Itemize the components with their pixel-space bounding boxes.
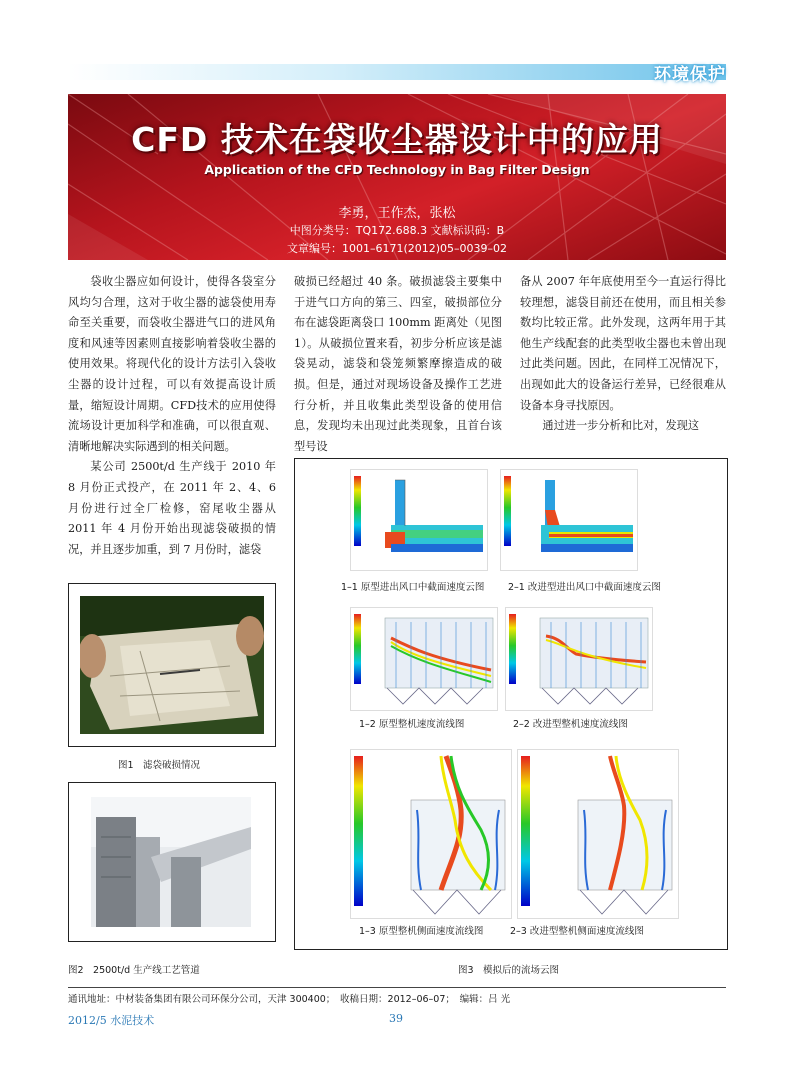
cfd-panel-2-1 <box>500 469 638 571</box>
figure-3-frame <box>294 458 728 950</box>
header-bar <box>68 64 726 80</box>
cfd-velocity-contour-2-1 <box>501 470 637 570</box>
figure-3-caption: 图3 模拟后的流场云图 <box>458 965 560 976</box>
section-tag: 环境保护 <box>654 65 726 85</box>
body-column-3 <box>520 272 726 437</box>
figure-3-subcaption-2-1: 2–1 改进型进出风口中截面速度云图 <box>508 582 661 593</box>
body-column-1 <box>68 272 276 560</box>
authors: 李勇，王作杰，张松 <box>338 206 456 221</box>
figure-1-frame <box>68 583 276 747</box>
figure-3-subcaption-1-1: 1–1 原型进出风口中截面速度云图 <box>341 582 485 593</box>
journal-name: 2012/5 水泥技术 <box>68 1014 155 1027</box>
cfd-streamline-2-2 <box>506 608 652 710</box>
footer-divider <box>68 987 726 988</box>
figure-3-subcaption-1-2: 1–2 原型整机速度流线图 <box>359 719 465 730</box>
article-number: 文章编号：1001–6171(2012)05–0039–02 <box>286 242 508 255</box>
body-column-2 <box>294 272 502 457</box>
title-banner <box>68 94 726 260</box>
cfd-side-streamline-2-3 <box>518 750 678 918</box>
figure-2-caption: 图2 2500t/d 生产线工艺管道 <box>68 965 200 976</box>
figure-3-subcaption-2-2: 2–2 改进型整机速度流线图 <box>513 719 628 730</box>
paragraph: 通过进一步分析和比对，发现这 <box>542 419 700 433</box>
article-title-cn: CFD 技术在袋收尘器设计中的应用 <box>131 120 663 159</box>
figure-2-frame <box>68 782 276 942</box>
figure-3-subcaption-1-3: 1–3 原型整机侧面速度流线图 <box>359 926 484 937</box>
cfd-streamline-1-2 <box>351 608 497 710</box>
figure-2-photo <box>91 797 251 927</box>
cfd-velocity-contour-1-1 <box>351 470 487 570</box>
figure-3-subcaption-2-3: 2–3 改进型整机侧面速度流线图 <box>510 926 644 937</box>
cfd-panel-1-3 <box>350 749 512 919</box>
classification-number: 中图分类号：TQ172.688.3 文献标识码：B <box>289 224 505 237</box>
paragraph: 备从 2007 年年底使用至今一直运行得比较理想，滤袋目前还在使用，而且相关参数均比较正常。此外发现，这两年用于其他生产线配套的此类型收尘器也未曾出现过此类问题。因此，在同样工况情况下，出现如此大的设备运行差异，已经很难从设备本身寻找原因。 <box>520 275 726 412</box>
figure-1-caption: 图1 滤袋破损情况 <box>118 760 201 771</box>
figure-1-photo <box>80 596 264 734</box>
paragraph: 某公司 2500t/d 生产线于 2010 年 8 月份正式投产，在 2011 年 2、4、6 月份进行过全厂检修，窑尾收尘器从 2011 年 4 月份开始出现滤袋破损的情况，并且逐步加重，到 7 月份时，滤袋 <box>68 460 276 556</box>
cfd-side-streamline-1-3 <box>351 750 511 918</box>
cfd-panel-1-2 <box>350 607 498 711</box>
paragraph: 袋收尘器应如何设计，使得各袋室分风均匀合理，这对于收尘器的滤袋使用寿命至关重要，而袋收尘器进气口的进风角度和风速等因素则直接影响着袋收尘器的使用效果。将现代化的设计方法引入袋收尘器的设计过程，可以有效提高设计质量，缩短设计周期。CFD技术的应用使得流场设计更加科学和准确，可以很直观、清晰地解决实际遇到的相关问题。 <box>68 275 276 453</box>
footer-contact-info: 通讯地址：中材装备集团有限公司环保分公司，天津 300400； 收稿日期：2012–06–07； 编辑：吕 光 <box>68 994 511 1005</box>
article-title-en: Application of the CFD Technology in Bag Filter Design <box>204 162 590 177</box>
page-number: 39 <box>389 1012 403 1025</box>
cfd-panel-2-3 <box>517 749 679 919</box>
cfd-panel-1-1 <box>350 469 488 571</box>
paragraph: 破损已经超过 40 条。破损滤袋主要集中于进气口方向的第三、四室，破损部位分布在滤袋距离袋口 100mm 距离处（见图 1）。从破损位置来看，初步分析应该是滤袋晃动，滤袋和袋笼频繁摩擦造成的破损。但是，通过对现场设备及操作工艺进行分析，并且收集此类型设备的使用信息，发现均未出现过此类现象，且首台该型号设 <box>294 275 502 453</box>
cfd-panel-2-2 <box>505 607 653 711</box>
